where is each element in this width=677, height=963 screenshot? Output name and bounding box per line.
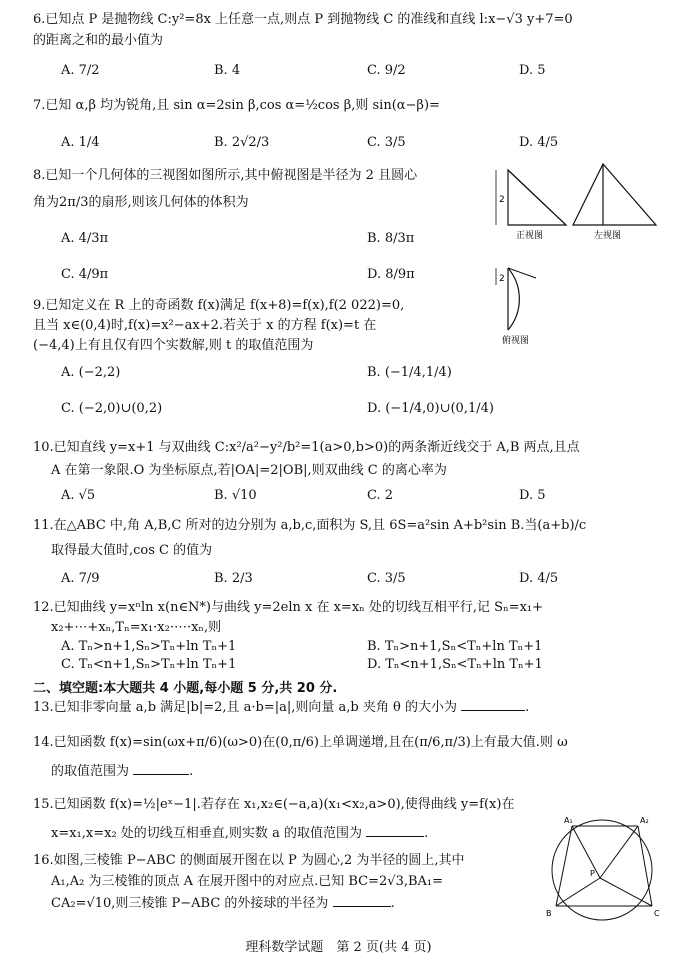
q7-option-a: A. 1/4 <box>61 135 100 150</box>
q12-option-c: C. Tₙ<n+1,Sₙ>Tₙ+ln Tₙ+1 <box>61 657 237 672</box>
q7-option-b: B. 2√2/3 <box>214 135 270 150</box>
label-c: C <box>654 909 660 918</box>
q9-line3: (−4,4)上有且仅有四个实数解,则 t 的取值范围为 <box>33 338 314 353</box>
q8-option-a: A. 4/3π <box>61 231 109 246</box>
q15-line2: x=x₁,x=x₂ 处的切线互相垂直,则实数 a 的取值范围为 . <box>51 826 429 841</box>
label-p: P <box>590 869 595 878</box>
q10-line2: A 在第一象限.O 为坐标原点,若|OA|=2|OB|,则双曲线 C 的离心率为 <box>51 463 447 478</box>
q16-answer-blank[interactable] <box>333 906 391 907</box>
q11-line1: 11.在△ABC 中,角 A,B,C 所对的边分别为 a,b,c,面积为 S,且 6S=a²sin A+b²sin B.当(a+b)/c <box>33 518 587 533</box>
q15-line1: 15.已知函数 f(x)=½|eˣ−1|.若存在 x₁,x₂∈(−a,a)(x₁<x₂,a>0),使得曲线 y=f(x)在 <box>33 797 515 812</box>
q15-answer-blank[interactable] <box>366 836 424 837</box>
q8-line1: 8.已知一个几何体的三视图如图所示,其中俯视图是半径为 2 且圆心 <box>33 168 418 183</box>
q11-option-d: D. 4/5 <box>519 571 559 586</box>
q16-line1: 16.如图,三棱锥 P−ABC 的侧面展开图在以 P 为圆心,2 为半径的圆上,其中 <box>33 853 465 868</box>
q14-answer-blank[interactable] <box>133 774 189 775</box>
q9-option-d: D. (−1/4,0)∪(0,1/4) <box>367 401 494 416</box>
q8-option-c: C. 4/9π <box>61 267 109 282</box>
q14-line2-text: 的取值范围为 <box>51 764 130 779</box>
q9-option-a: A. (−2,2) <box>61 365 121 380</box>
q10-line1: 10.已知直线 y=x+1 与双曲线 C:x²/a²−y²/b²=1(a>0,b>0)的两条渐近线交于 A,B 两点,且点 <box>33 440 580 455</box>
front-view-label: 正视图 <box>516 231 544 241</box>
q14-line1: 14.已知函数 f(x)=sin(ωx+π/6)(ω>0)在(0,π/6)上单调递增,且在(π/6,π/3)上有最大值.则 ω <box>33 735 568 750</box>
q9-line1: 9.已知定义在 R 上的奇函数 f(x)满足 f(x+8)=f(x),f(2 022)=0, <box>33 298 405 313</box>
q16-line2: A₁,A₂ 为三棱锥的顶点 A 在展开图中的对应点.已知 BC=2√3,BA₁= <box>51 874 444 889</box>
page-footer: 理科数学试题 第 2 页(共 4 页) <box>245 940 432 955</box>
q7-option-d: D. 4/5 <box>519 135 559 150</box>
q9-line2: 且当 x∈(0,4)时,f(x)=x²−ax+2.若关于 x 的方程 f(x)=t 在 <box>33 318 377 333</box>
q11-option-c: C. 3/5 <box>367 571 406 586</box>
q12-line1: 12.已知曲线 y=xⁿln x(n∈N*)与曲线 y=2eln x 在 x=xₙ 处的切线互相平行,记 Sₙ=x₁+ <box>33 600 544 615</box>
q7-text: 7.已知 α,β 均为锐角,且 sin α=2sin β,cos α=½cos β,则 sin(α−β)= <box>33 98 440 113</box>
q6-line2: 的距离之和的最小值为 <box>33 33 164 48</box>
q11-option-a: A. 7/9 <box>61 571 100 586</box>
q12-option-a: A. Tₙ>n+1,Sₙ>Tₙ+ln Tₙ+1 <box>61 639 237 654</box>
label-a1: A₁ <box>564 816 573 825</box>
label-b: B <box>546 909 552 918</box>
q9-option-c: C. (−2,0)∪(0,2) <box>61 401 163 416</box>
q13-text: 13.已知非零向量 a,b 满足|b|=2,且 a·b=|a|,则向量 a,b 夹角 θ 的大小为 . <box>33 700 530 715</box>
q16-line3: CA₂=√10,则三棱锥 P−ABC 的外接球的半径为 . <box>51 896 395 911</box>
q6-line1: 6.已知点 P 是抛物线 C:y²=8x 上任意一点,则点 P 到抛物线 C 的准线和直线 l:x−√3 y+7=0 <box>33 12 573 27</box>
top-view-label: 俯视图 <box>502 336 530 346</box>
q14-line2: 的取值范围为 . <box>51 764 194 779</box>
top-view-dim: 2 <box>499 274 505 284</box>
side-view-label: 左视图 <box>594 231 622 241</box>
q10-option-b: B. √10 <box>214 488 257 503</box>
q12-option-b: B. Tₙ>n+1,Sₙ<Tₙ+ln Tₙ+1 <box>367 639 543 654</box>
q10-option-c: C. 2 <box>367 488 394 503</box>
q15-line2-text: x=x₁,x=x₂ 处的切线互相垂直,则实数 a 的取值范围为 <box>51 826 362 841</box>
q10-option-d: D. 5 <box>519 488 546 503</box>
q12-option-d: D. Tₙ<n+1,Sₙ<Tₙ+ln Tₙ+1 <box>367 657 543 672</box>
q8-option-d: D. 8/9π <box>367 267 415 282</box>
label-a2: A₂ <box>640 816 649 825</box>
q7-option-c: C. 3/5 <box>367 135 406 150</box>
q6-option-a: A. 7/2 <box>61 63 100 78</box>
section-fill-in-header: 二、填空题:本大题共 4 小题,每小题 5 分,共 20 分. <box>33 681 338 696</box>
q13-text-content: 13.已知非零向量 a,b 满足|b|=2,且 a·b=|a|,则向量 a,b 夹角 θ 的大小为 <box>33 700 457 715</box>
q11-option-b: B. 2/3 <box>214 571 253 586</box>
q8-line2: 角为2π/3的扇形,则该几何体的体积为 <box>33 195 249 210</box>
side-view <box>573 164 656 241</box>
front-view-dim: 2 <box>499 195 505 205</box>
q9-option-b: B. (−1/4,1/4) <box>367 365 452 380</box>
q10-option-a: A. √5 <box>61 488 96 503</box>
q13-answer-blank[interactable] <box>461 710 525 711</box>
q6-option-d: D. 5 <box>519 63 546 78</box>
q6-option-b: B. 4 <box>214 63 241 78</box>
q16-line3-text: CA₂=√10,则三棱锥 P−ABC 的外接球的半径为 <box>51 896 329 911</box>
front-view <box>496 170 566 241</box>
unfolded-net-figure <box>540 812 670 924</box>
q11-line2: 取得最大值时,cos C 的值为 <box>51 543 213 558</box>
q6-option-c: C. 9/2 <box>367 63 406 78</box>
q12-line2: x₂+⋯+xₙ,Tₙ=x₁·x₂·⋯·xₙ,则 <box>51 620 222 635</box>
q8-option-b: B. 8/3π <box>367 231 415 246</box>
